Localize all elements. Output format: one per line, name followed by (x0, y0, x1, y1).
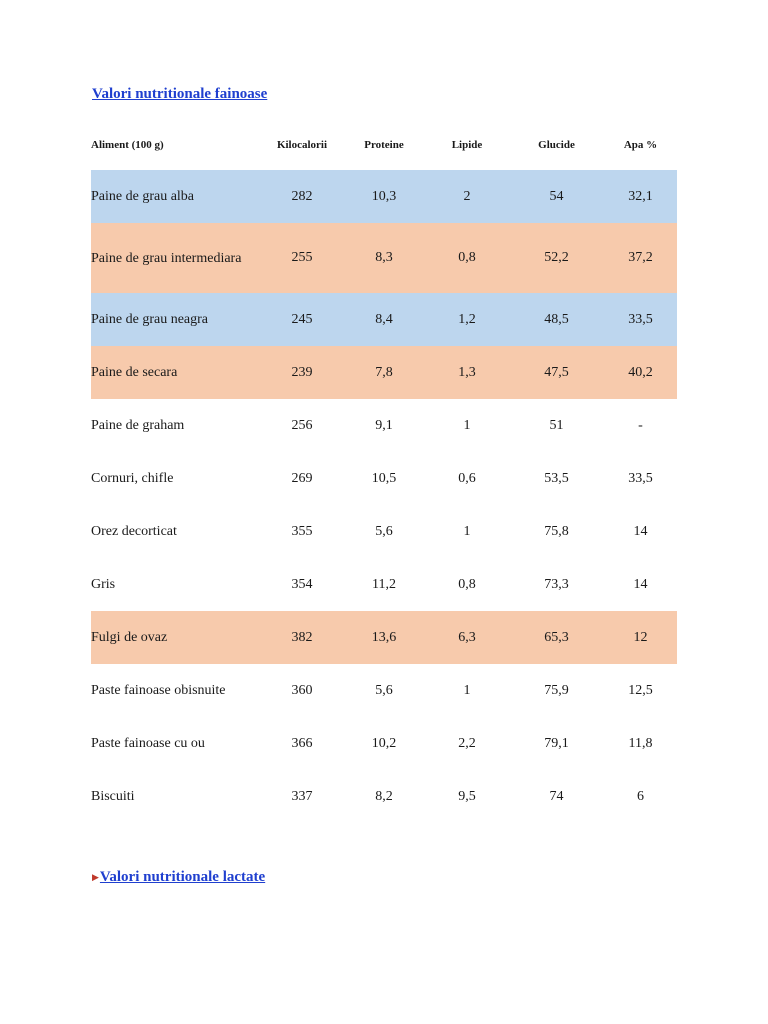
column-header: Aliment (100 g) (91, 138, 164, 151)
value-cell: 8,2 (375, 788, 393, 804)
value-cell: - (638, 417, 643, 433)
table-row (91, 770, 677, 823)
value-cell: 14 (633, 576, 648, 592)
value-cell: 0,6 (458, 470, 476, 486)
value-cell: 51 (549, 417, 564, 433)
food-name-cell: Paste fainoase obisnuite (91, 683, 226, 698)
value-cell: 360 (291, 682, 313, 698)
value-cell: 382 (261, 611, 343, 664)
value-cell: 8,4 (343, 293, 425, 346)
value-cell: 13,6 (343, 611, 425, 664)
next-section-link[interactable] (92, 869, 265, 886)
value-cell: 75,8 (544, 523, 569, 539)
food-name-cell: Paine de grau alba (91, 170, 261, 223)
value-cell: 9,5 (458, 788, 476, 804)
food-name-cell: Paine de secara (91, 346, 261, 399)
value-cell: 256 (291, 417, 313, 433)
value-cell: 282 (261, 170, 343, 223)
table-row (91, 346, 677, 399)
nutrition-table (91, 119, 677, 823)
value-cell: 10,2 (371, 735, 397, 751)
column-header: Proteine (364, 138, 404, 151)
food-name-cell: Paine de grau intermediara (91, 223, 261, 293)
value-cell: 5,6 (375, 523, 393, 539)
food-name-cell: Paine de graham (91, 418, 185, 433)
value-cell: 2,2 (458, 735, 476, 751)
value-cell: 1,3 (425, 346, 509, 399)
table-row (91, 223, 677, 293)
value-cell: 14 (633, 523, 648, 539)
page-title-link[interactable]: Valori nutritionale fainoase (92, 86, 268, 102)
value-cell: 239 (261, 346, 343, 399)
value-cell: 255 (261, 223, 343, 293)
food-name-cell: Cornuri, chifle (91, 471, 174, 486)
value-cell: 245 (261, 293, 343, 346)
value-cell: 0,8 (458, 576, 476, 592)
column-header: Glucide (538, 138, 575, 151)
value-cell: 53,5 (544, 470, 569, 486)
food-name-cell: Paine de grau neagra (91, 293, 261, 346)
value-cell: 5,6 (375, 682, 393, 698)
food-name-cell: Fulgi de ovaz (91, 611, 261, 664)
value-cell: 355 (291, 523, 313, 539)
value-cell: 8,3 (343, 223, 425, 293)
value-cell: 1 (463, 682, 471, 698)
value-cell: 10,3 (343, 170, 425, 223)
value-cell: 79,1 (544, 735, 569, 751)
triangle-right-icon: ▶ (92, 872, 99, 882)
value-cell: 7,8 (343, 346, 425, 399)
value-cell: 74 (549, 788, 564, 804)
value-cell: 10,5 (371, 470, 397, 486)
value-cell: 1,2 (425, 293, 509, 346)
table-row (91, 293, 677, 346)
value-cell: 1 (463, 417, 471, 433)
value-cell: 11,8 (628, 735, 653, 751)
value-cell: 6,3 (425, 611, 509, 664)
value-cell: 73,3 (544, 576, 569, 592)
table-row (91, 170, 677, 223)
table-header (91, 119, 677, 170)
value-cell: 9,1 (375, 417, 393, 433)
value-cell: 354 (291, 576, 313, 592)
column-header: Apa % (623, 138, 658, 151)
value-cell: 33,5 (628, 470, 653, 486)
value-cell: 37,2 (604, 223, 677, 293)
value-cell: 33,5 (604, 293, 677, 346)
value-cell: 2 (425, 170, 509, 223)
food-name-cell: Gris (91, 577, 116, 592)
food-name-cell: Paste fainoase cu ou (91, 736, 205, 751)
value-cell: 11,2 (372, 576, 396, 592)
next-section-link-label: Valori nutritionale lactate (99, 869, 266, 885)
value-cell: 1 (463, 523, 471, 539)
header-row (91, 119, 677, 170)
value-cell: 6 (637, 788, 644, 804)
column-header: Kilocalorii (276, 138, 328, 151)
table-row (91, 558, 677, 611)
value-cell: 366 (291, 735, 313, 751)
food-name-cell: Biscuiti (91, 789, 135, 804)
value-cell: 48,5 (509, 293, 604, 346)
table-row (91, 452, 677, 505)
value-cell: 47,5 (509, 346, 604, 399)
column-header: Lipide (451, 138, 483, 151)
value-cell: 40,2 (604, 346, 677, 399)
value-cell: 32,1 (604, 170, 677, 223)
value-cell: 65,3 (509, 611, 604, 664)
table-body (91, 170, 677, 823)
table-row (91, 399, 677, 452)
value-cell: 12 (604, 611, 677, 664)
value-cell: 75,9 (544, 682, 569, 698)
value-cell: 54 (509, 170, 604, 223)
food-name-cell: Orez decorticat (91, 524, 177, 539)
value-cell: 12,5 (628, 682, 653, 698)
value-cell: 337 (291, 788, 313, 804)
value-cell: 269 (291, 470, 313, 486)
table-row (91, 611, 677, 664)
value-cell: 0,8 (425, 223, 509, 293)
table-row (91, 717, 677, 770)
table-row (91, 664, 677, 717)
table-row (91, 505, 677, 558)
value-cell: 52,2 (509, 223, 604, 293)
